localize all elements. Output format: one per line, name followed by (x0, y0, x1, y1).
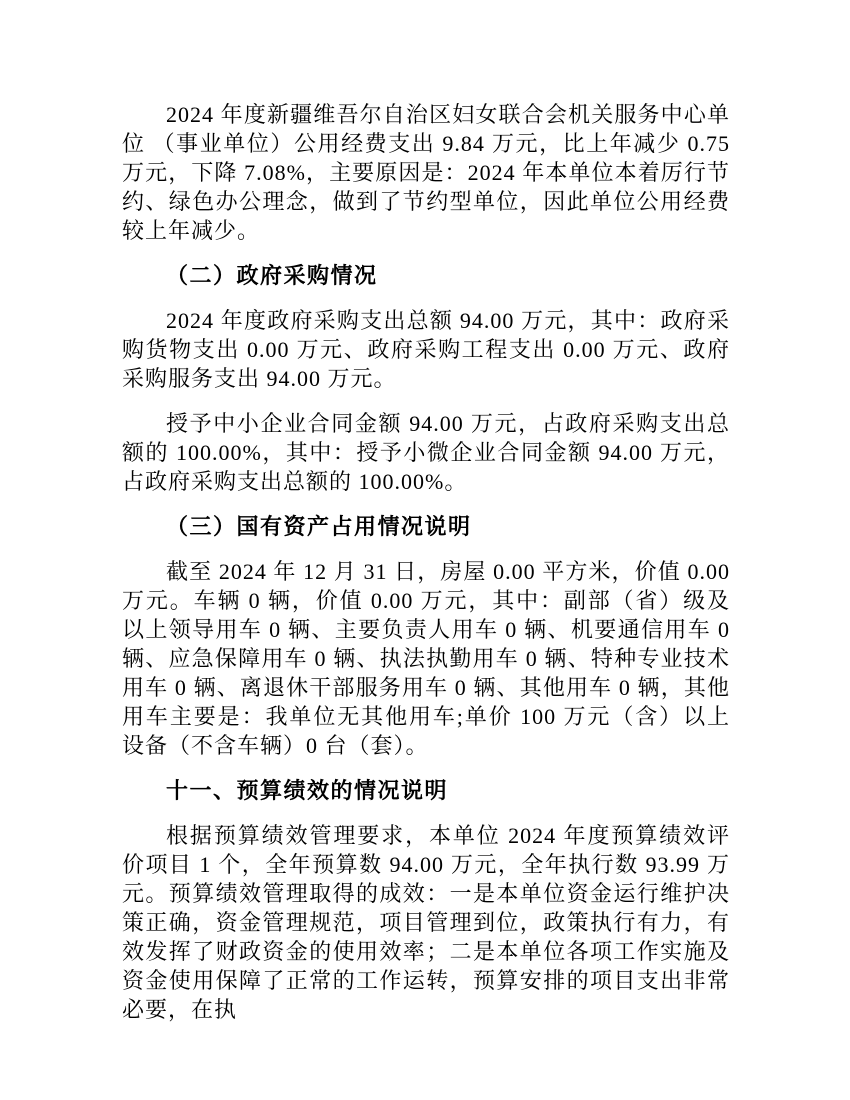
paragraph-sme-contract-amount: 授予中小企业合同金额 94.00 万元，占政府采购支出总额的 100.00%，其中：授予小微企业合同金额 94.00 万元，占政府采购支出总额的 100.00%。 (122, 411, 730, 494)
heading-section-3-state-assets: （三）国有资产占用情况说明 (166, 514, 472, 539)
paragraph-public-expense-note: 2024 年度新疆维吾尔自治区妇女联合会机关服务中心单位 （事业单位）公用经费支出 9.84 万元，比上年减少 0.75 万元，下降 7.08%，主要原因是：2024 年本单位本着厉行节约、绿色办公理念，做到了节约型单位，因此单位公用经费较上年减少。 (122, 102, 730, 243)
heading-section-2-government-procurement: （二）政府采购情况 (166, 263, 378, 288)
paragraph-procurement-total: 2024 年度政府采购支出总额 94.00 万元，其中：政府采购货物支出 0.00 万元、政府采购工程支出 0.00 万元、政府采购服务支出 94.00 万元。 (122, 308, 730, 391)
paragraph-state-assets-detail: 截至 2024 年 12 月 31 日，房屋 0.00 平方米，价值 0.00 万元。车辆 0 辆，价值 0.00 万元，其中：副部（省）级及以上领导用车 0 辆、主要负责人用车 0 辆、机要通信用车 0 辆、应急保障用车 0 辆、执法执勤用车 0 辆、特种专业技术用车 0 辆、离退休干部服务用车 0 辆、其他用车 0 辆，其他用车主要是：我单位无其他用车;单价 100 万元（含）以上设备（不含车辆）0 台（套）。 (122, 559, 730, 758)
heading-section-11-budget-performance: 十一、预算绩效的情况说明 (166, 778, 449, 803)
paragraph-budget-performance-detail: 根据预算绩效管理要求，本单位 2024 年度预算绩效评价项目 1 个，全年预算数 94.00 万元，全年执行数 93.99 万元。预算绩效管理取得的成效：一是本单位资金运行维护决策正确，资金管理规范，项目管理到位，政策执行有力，有效发挥了财政资金的使用效率；二是本单位各项工作实施及资金使用保障了正常的工作运转，预算安排的项目支出非常必要，在执 (122, 823, 730, 1022)
